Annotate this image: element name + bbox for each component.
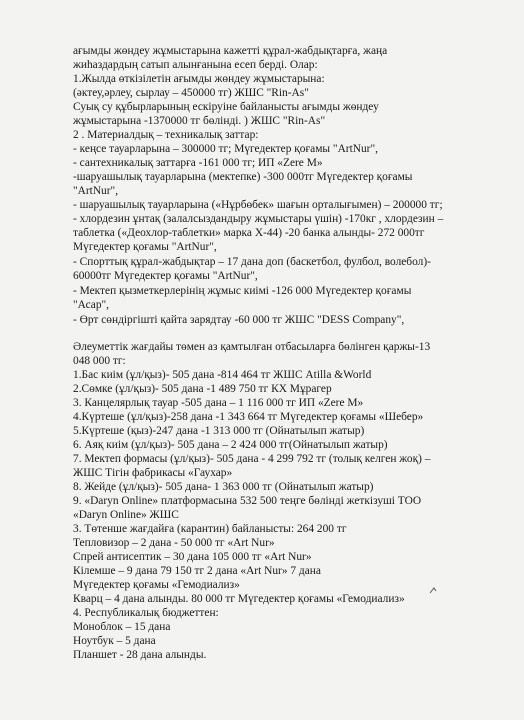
text-line: Кварц – 4 дана алынды. 80 000 тг Мүгедектер қоғамы «Гемодиализ» — [73, 593, 405, 605]
text-line: 048 000 тг: — [73, 355, 126, 367]
text-line: - хлордезин ұнтақ (залалсыздандыру жұмыстары үшін) -170кг , хлордезин – — [73, 213, 444, 225]
text-line: Тепловизор – 2 дана - 50 000 тг «Art Nur» — [73, 537, 275, 549]
text-line: ЖШС Тігін фабрикасы «Гаухар» — [73, 467, 233, 479]
stray-pen-mark — [428, 586, 438, 596]
text-line: 6. Аяқ киім (ұл/қыз)- 505 дана – 2 424 000 тг(Ойнатылып жатыр) — [73, 439, 388, 451]
text-line: 4.Күртеше (ұл/қыз)-258 дана -1 343 664 тг Мүгедектер қоғамы «Шебер» — [73, 411, 424, 423]
text-line: 60000тг Мүгедектер қоғамы "ArtNur", — [73, 270, 258, 282]
text-line: Суық су құбырларының ескіруіне байланысты ағымды жөндеу — [73, 101, 379, 113]
text-line: "ArtNur", — [73, 185, 119, 197]
text-line: Планшет - 28 дана алынды. — [73, 649, 207, 661]
text-line: 4. Республикалық бюджеттен: — [73, 607, 219, 619]
text-line: Кілемше – 9 дана 79 150 тг 2 дана «Art Nur» 7 дана — [73, 565, 321, 577]
text-line: 5.Күртеше (қыз)-247 дана -1 313 000 тг (Ойнатылып жатыр) — [73, 425, 365, 437]
text-line: -шаруашылық тауарларына (мектепке) -300 000тг Мүгедектер қоғамы — [73, 171, 413, 183]
text-line: - Спорттық құрал-жабдықтар – 17 дана доп (баскетбол, фулбол, волебол)- — [73, 256, 431, 268]
text-line: ағымды жөндеу жұмыстарына кажетті құрал-жабдықтарға, жаңа — [73, 45, 388, 57]
text-line: "Асар", — [73, 299, 110, 311]
text-line: 7. Мектеп формасы (ұл/қыз)- 505 дана - 4 299 792 тг (толық келген жоқ) – — [73, 453, 431, 465]
text-line: 1.Бас киім (ұл/қыз)- 505 дана -814 464 тг ЖШС Atilla &World — [73, 369, 372, 381]
text-line: - кеңсе тауарларына – 300000 тг; Мүгедектер қоғамы "ArtNur", — [73, 143, 378, 155]
text-line: Мүгедектер қоғамы «Гемодиализ» — [73, 579, 240, 591]
text-line: 9. «Daryn Online» платформасына 532 500 теңге бөлінді жеткізуші ТОО — [73, 495, 422, 507]
text-line: - сантехникалық заттарға -161 000 тг; ИП «Zere M» — [73, 157, 323, 169]
text-line: жиһаздардың сатып алынғанына есеп берді. Олар: — [73, 59, 318, 71]
text-line: жұмыстарына -1370000 тг бөлінді. ) ЖШС "Rin-As" — [73, 115, 326, 127]
text-line: - шаруашылық тауарларына («Нұрбөбек» шағын орталығымен) – 200000 тг; — [73, 199, 443, 211]
text-line: - Мектеп қызметкерлерінің жұмыс киімі -126 000 Мүгедектер қоғамы — [73, 285, 412, 297]
text-line: 8. Жейде (ұл/қыз)- 505 дана- 1 363 000 тг (Ойнатылып жатыр) — [73, 481, 374, 493]
text-line: (әктеу,әрлеу, сырлау – 450000 тг) ЖШС "Rin-As" — [73, 87, 309, 99]
text-line: 2.Сөмке (ұл/қыз)- 505 дана -1 489 750 тг КХ Мұрагер — [73, 383, 332, 395]
text-line: Мүгедектер қоғамы "ArtNur", — [73, 241, 217, 253]
text-line: Моноблок – 15 дана — [73, 621, 171, 633]
text-line: 3. Канцелярлық тауар -505 дана – 1 116 000 тг ИП «Zere M» — [73, 397, 364, 409]
text-line: Спрей антисептик – 30 дана 105 000 тг «Art Nur» — [73, 551, 312, 563]
text-line: «Daryn Online» ЖШС — [73, 509, 179, 521]
text-line: таблетка («Деохлор-таблетки» марка Х-44) -20 банка алынды- 272 000тг — [73, 227, 425, 239]
text-line: Ноутбук – 5 дана — [73, 635, 156, 647]
text-line: - Өрт сөндіргішті қайта зарядтау -60 000 тг ЖШС "DESS Company", — [73, 314, 405, 326]
text-line: 1.Жылда өткізілетін ағымды жөндеу жұмыстарына: — [73, 73, 325, 85]
text-line: Әлеуметтік жағдайы төмен аз қамтылған отбасыларға бөлінген қаржы-13 — [73, 341, 431, 353]
text-line: 3. Төтенше жағдайға (карантин) байланысты: 264 200 тг — [73, 523, 347, 535]
text-line: 2 . Материалдық – техникалық заттар: — [73, 129, 259, 141]
